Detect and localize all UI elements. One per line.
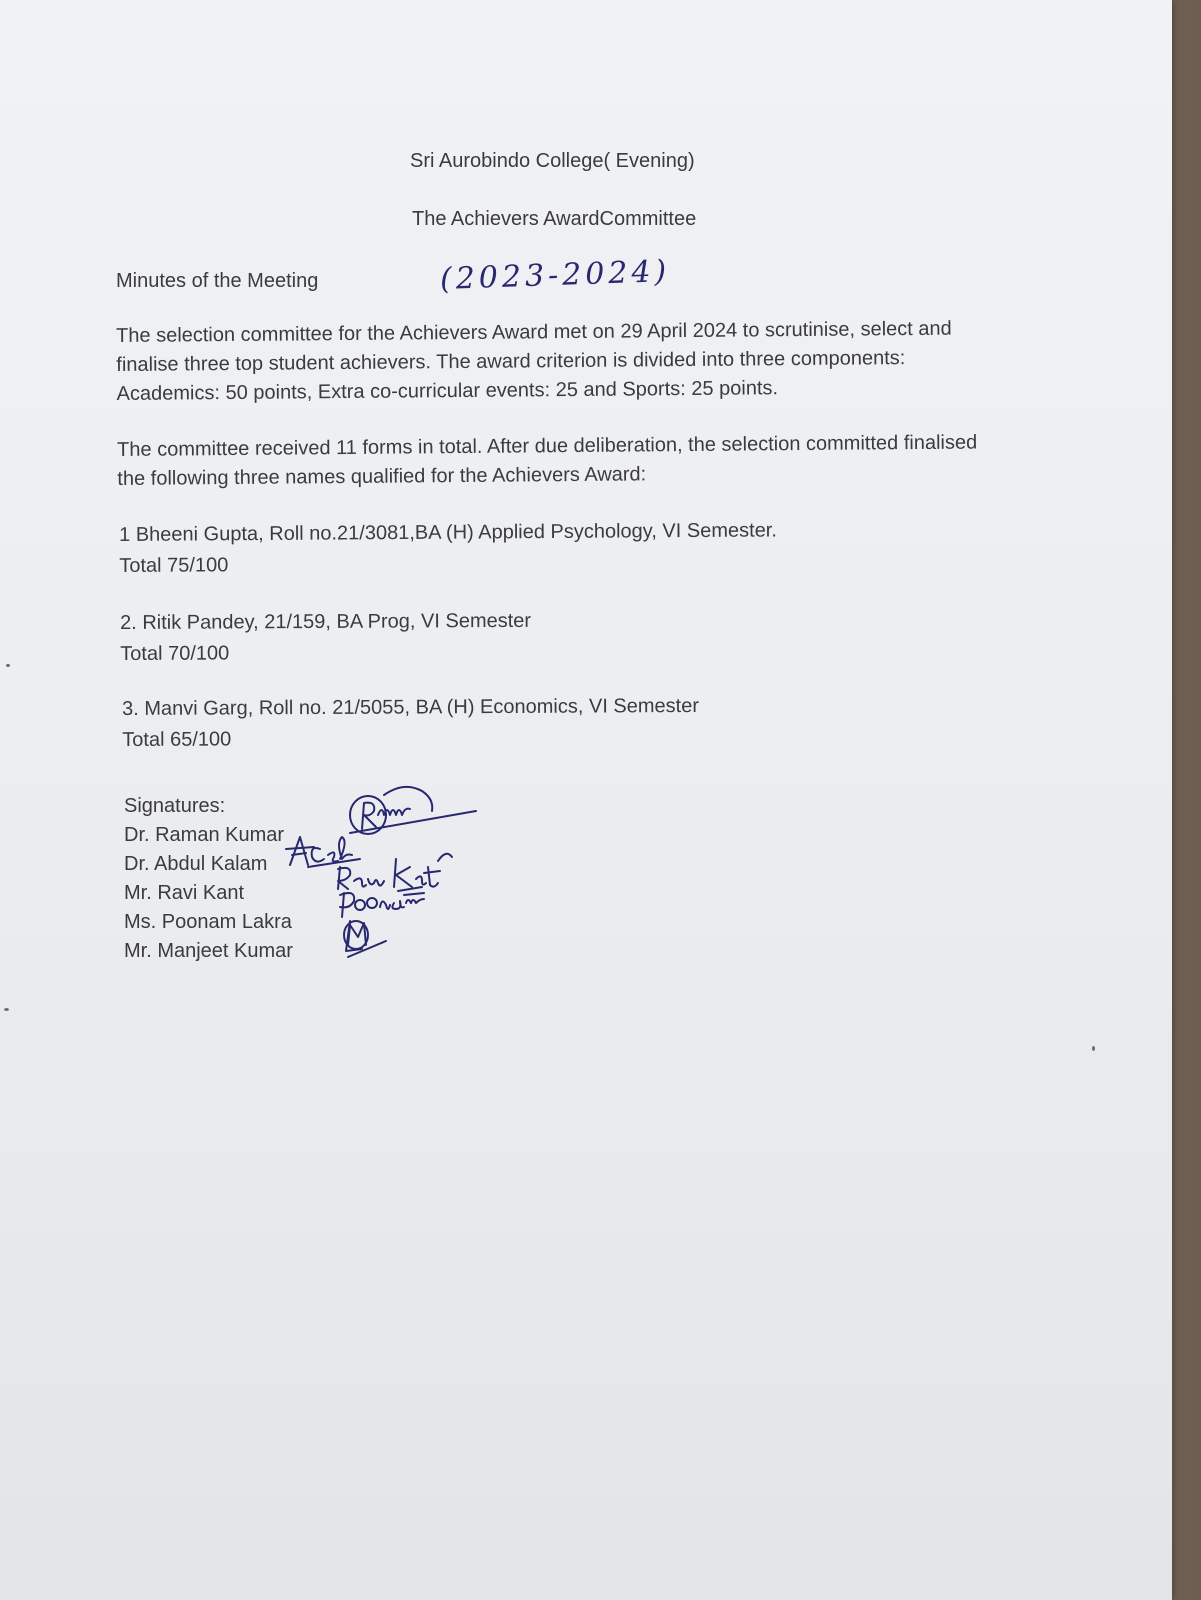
- achiever-line: 3. Manvi Garg, Roll no. 21/5055, BA (H) Economics, VI Semester: [122, 694, 700, 720]
- signatures-block: [124, 792, 293, 966]
- achiever-total: Total 70/100: [120, 642, 230, 665]
- paper-speck: [4, 1008, 9, 1011]
- paragraph-meeting-purpose: The selection committee for the Achievers Award met on 29 April 2024 to scrutinise, select and finalise three top student achievers. The award criterion is divided into three components: Academics: 50 points, Extra co-curricular events: 25 and Sports: 25 points.: [116, 317, 952, 405]
- signatory-name: Mr. Ravi Kant: [124, 882, 245, 904]
- signatory-name: Ms. Poonam Lakra: [124, 911, 292, 933]
- achiever-entry-1: [119, 515, 777, 582]
- paragraph-selection-result: The committee received 11 forms in total. After due deliberation, the selection committed finalised the following three names qualified for the Achievers Award:: [117, 431, 978, 490]
- committee-name: The Achievers AwardCommittee: [412, 208, 697, 230]
- achiever-entry-3: [122, 691, 699, 756]
- handwritten-signatures: [280, 775, 500, 975]
- paper-speck: [1092, 1046, 1095, 1051]
- signature-poonam-lakra: [340, 887, 424, 917]
- achiever-entry-2: [120, 606, 531, 670]
- achiever-total: Total 75/100: [119, 554, 229, 577]
- signatory-name: Mr. Manjeet Kumar: [124, 940, 293, 962]
- handwritten-year: (2023-2024): [439, 253, 671, 298]
- minutes-title: Minutes of the Meeting: [116, 270, 319, 292]
- signatory-name: Dr. Raman Kumar: [124, 824, 285, 846]
- college-name: Sri Aurobindo College( Evening): [410, 150, 695, 172]
- achiever-total: Total 65/100: [122, 728, 232, 751]
- signatory-name: Dr. Abdul Kalam: [124, 853, 268, 875]
- paper-speck: [6, 664, 10, 667]
- signature-raman-kumar: [350, 787, 476, 834]
- achiever-line: 2. Ritik Pandey, 21/159, BA Prog, VI Semester: [120, 609, 532, 634]
- achiever-line: 1 Bheeni Gupta, Roll no.21/3081,BA (H) Applied Psychology, VI Semester.: [119, 519, 777, 546]
- signature-manjeet-kumar: [344, 921, 386, 957]
- signatures-heading: Signatures:: [124, 795, 226, 817]
- signature-abdul-kalam: [286, 837, 360, 867]
